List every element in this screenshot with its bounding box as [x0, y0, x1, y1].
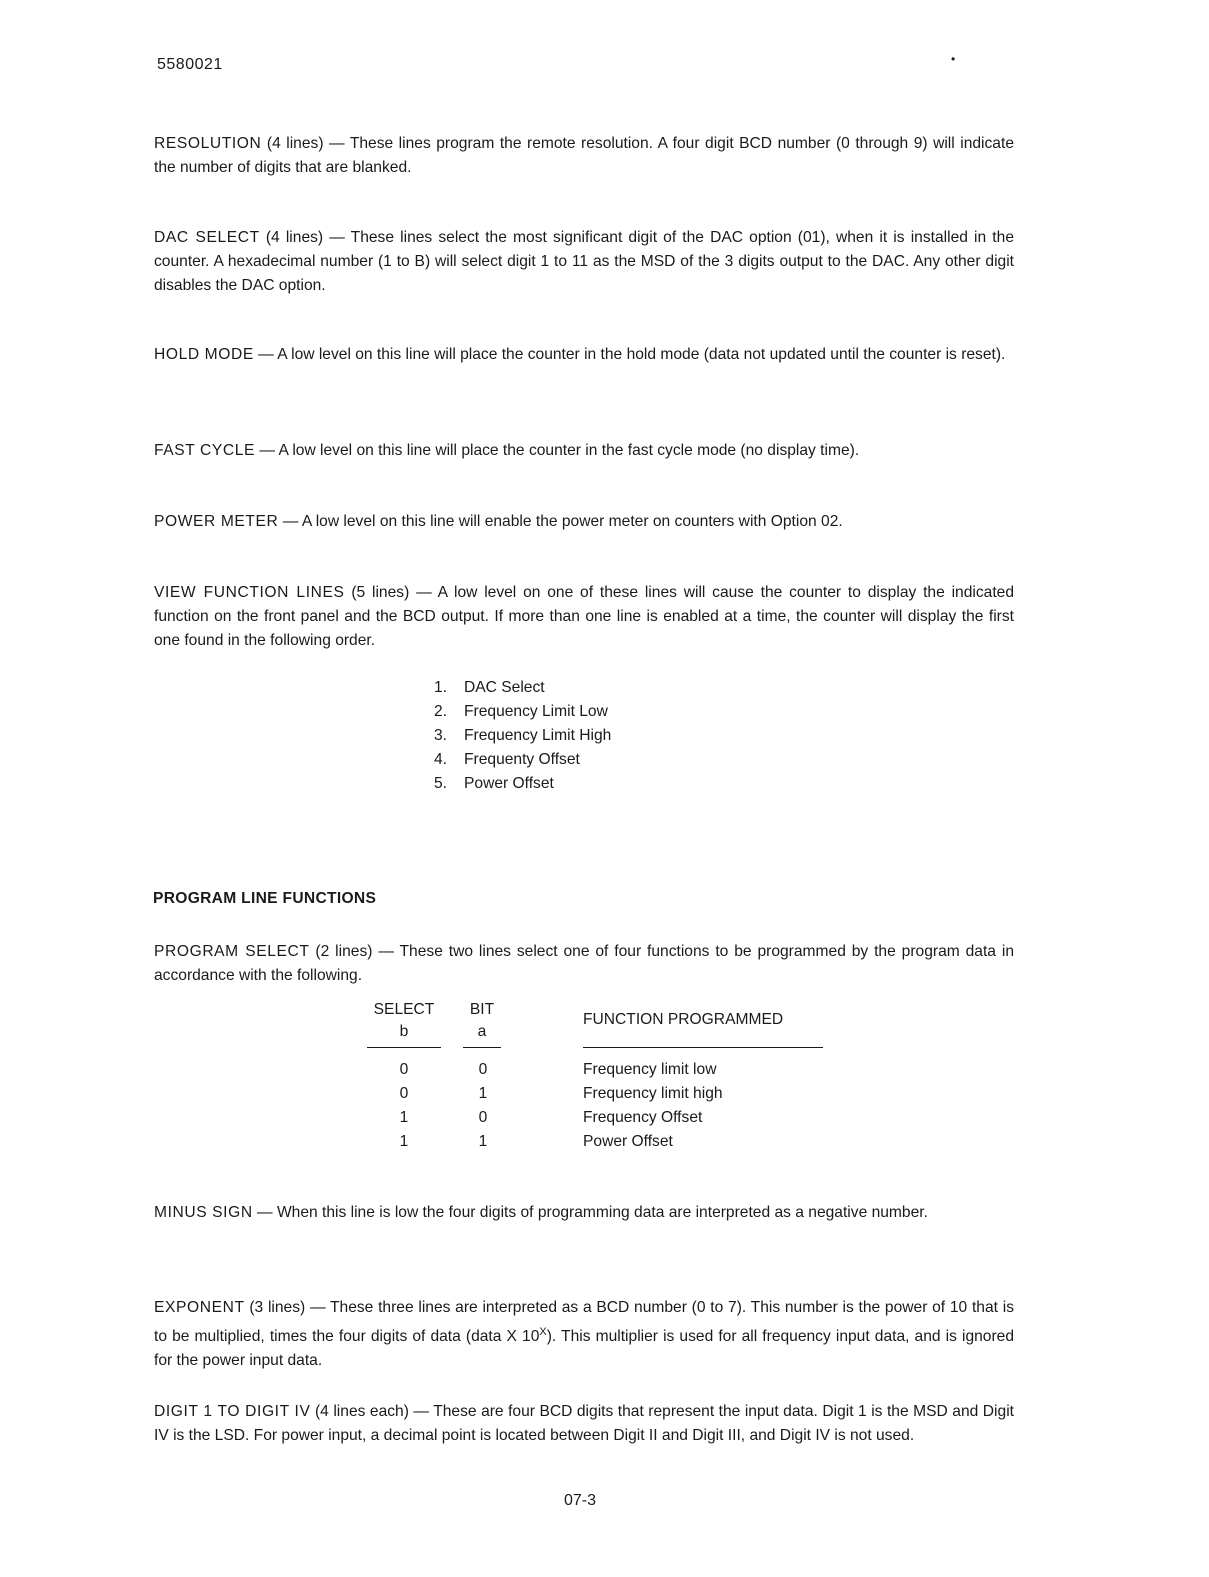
header-rule [583, 1047, 823, 1048]
bit-a-values [463, 1058, 503, 1154]
paragraph-term: PROGRAM SELECT [154, 943, 310, 960]
resolution-paragraph [154, 132, 1014, 180]
document-number: 5580021 [157, 56, 223, 73]
header-rule [463, 1047, 501, 1048]
paragraph-text: — A low level on this line will enable the power meter on counters with Option 02. [278, 513, 843, 530]
function-column-header: FUNCTION PROGRAMMED [583, 1011, 784, 1028]
paragraph-text: — A low level on this line will place the counter in the hold mode (data not updated until the counter is reset). [253, 346, 1006, 363]
table-cell: Power Offset [583, 1133, 673, 1150]
dac-select-paragraph [154, 226, 1014, 298]
paragraph-text: ). This multiplier is used for all frequency input data, and is ignored for the power input data. [154, 1328, 1015, 1370]
table-cell: Frequency Offset [583, 1109, 703, 1126]
table-cell: 0 [399, 1085, 409, 1102]
paragraph-text: (3 lines) — These three lines are interpreted as a BCD number (0 to 7). This number is the power of 10 that is to be multiplied, times the four digits of data (data X 10 [154, 1299, 1014, 1346]
page-number: 07-3 [564, 1492, 597, 1509]
paragraph-text: — A low level on this line will place the counter in the fast cycle mode (no display time). [255, 442, 860, 459]
list-item: 4. Frequenty Offset [434, 751, 580, 768]
select-column-header: SELECT b [373, 1001, 435, 1040]
exponent-superscript: X [539, 1326, 547, 1338]
paragraph-term: DAC SELECT [154, 229, 260, 246]
function-values [583, 1058, 723, 1154]
list-item: 2. Frequency Limit Low [434, 703, 608, 720]
paragraph-text: (4 lines) — These lines select the most significant digit of the DAC option (01), when it is installed in the counter. A hexadecimal number (1 to B) will select digit 1 to 11 as the MSD of the 3 digits output to the DAC. Any other digit disables the DAC option. [154, 229, 1014, 294]
table-cell: 0 [478, 1061, 488, 1078]
list-item: 3. Frequency Limit High [434, 727, 612, 744]
table-cell: 0 [478, 1109, 488, 1126]
paragraph-term: VIEW FUNCTION LINES [154, 584, 345, 601]
exponent-paragraph [154, 1296, 1014, 1373]
paragraph-term: HOLD MODE [154, 346, 254, 363]
view-function-paragraph [154, 581, 1014, 653]
paragraph-text: (2 lines) — These two lines select one of four functions to be programmed by the program data in accordance with the following. [154, 943, 1014, 984]
list-item: 5. Power Offset [434, 775, 554, 792]
view-order-list [434, 676, 611, 796]
header-rule [367, 1047, 441, 1048]
table-cell: 1 [478, 1085, 488, 1102]
bit-column-header: BIT a [469, 1001, 495, 1040]
hold-mode-paragraph [154, 343, 1014, 367]
paragraph-term: FAST CYCLE [154, 442, 256, 459]
minus-sign-paragraph [154, 1201, 1014, 1225]
table-cell: 1 [399, 1133, 409, 1150]
paragraph-text: (4 lines) — These lines program the remote resolution. A four digit BCD number (0 through 9) will indicate the number of digits that are blanked. [154, 135, 1014, 176]
section-heading: PROGRAM LINE FUNCTIONS [153, 890, 377, 907]
digits-paragraph [154, 1400, 1014, 1448]
table-cell: Frequency limit low [583, 1061, 717, 1078]
fast-cycle-paragraph [154, 439, 1014, 463]
paragraph-term: MINUS SIGN [154, 1204, 253, 1221]
table-cell: Frequency limit high [583, 1085, 723, 1102]
paragraph-term: EXPONENT [154, 1299, 245, 1316]
list-item: 1. DAC Select [434, 679, 545, 696]
paragraph-text: (5 lines) — A low level on one of these lines will cause the counter to display the indicated function on the front panel and the BCD output. If more than one line is enabled at a time, the counter will display the first one found in the following order. [154, 584, 1015, 649]
table-cell: 1 [478, 1133, 488, 1150]
paragraph-term: POWER METER [154, 513, 279, 530]
paragraph-term: DIGIT 1 TO DIGIT IV [154, 1403, 311, 1420]
page-mark: • [951, 52, 956, 66]
paragraph-term: RESOLUTION [154, 135, 262, 152]
select-b-values [367, 1058, 441, 1154]
table-cell: 0 [399, 1061, 409, 1078]
power-meter-paragraph [154, 510, 1014, 534]
paragraph-text: (4 lines each) — These are four BCD digits that represent the input data. Digit 1 is the MSD and Digit IV is the LSD. For power input, a decimal point is located between Digit II and Digit III, and Digit IV is not used. [154, 1403, 1014, 1444]
table-cell: 1 [399, 1109, 409, 1126]
program-select-paragraph [154, 940, 1014, 988]
paragraph-text: — When this line is low the four digits of programming data are interpreted as a negative number. [252, 1204, 928, 1221]
